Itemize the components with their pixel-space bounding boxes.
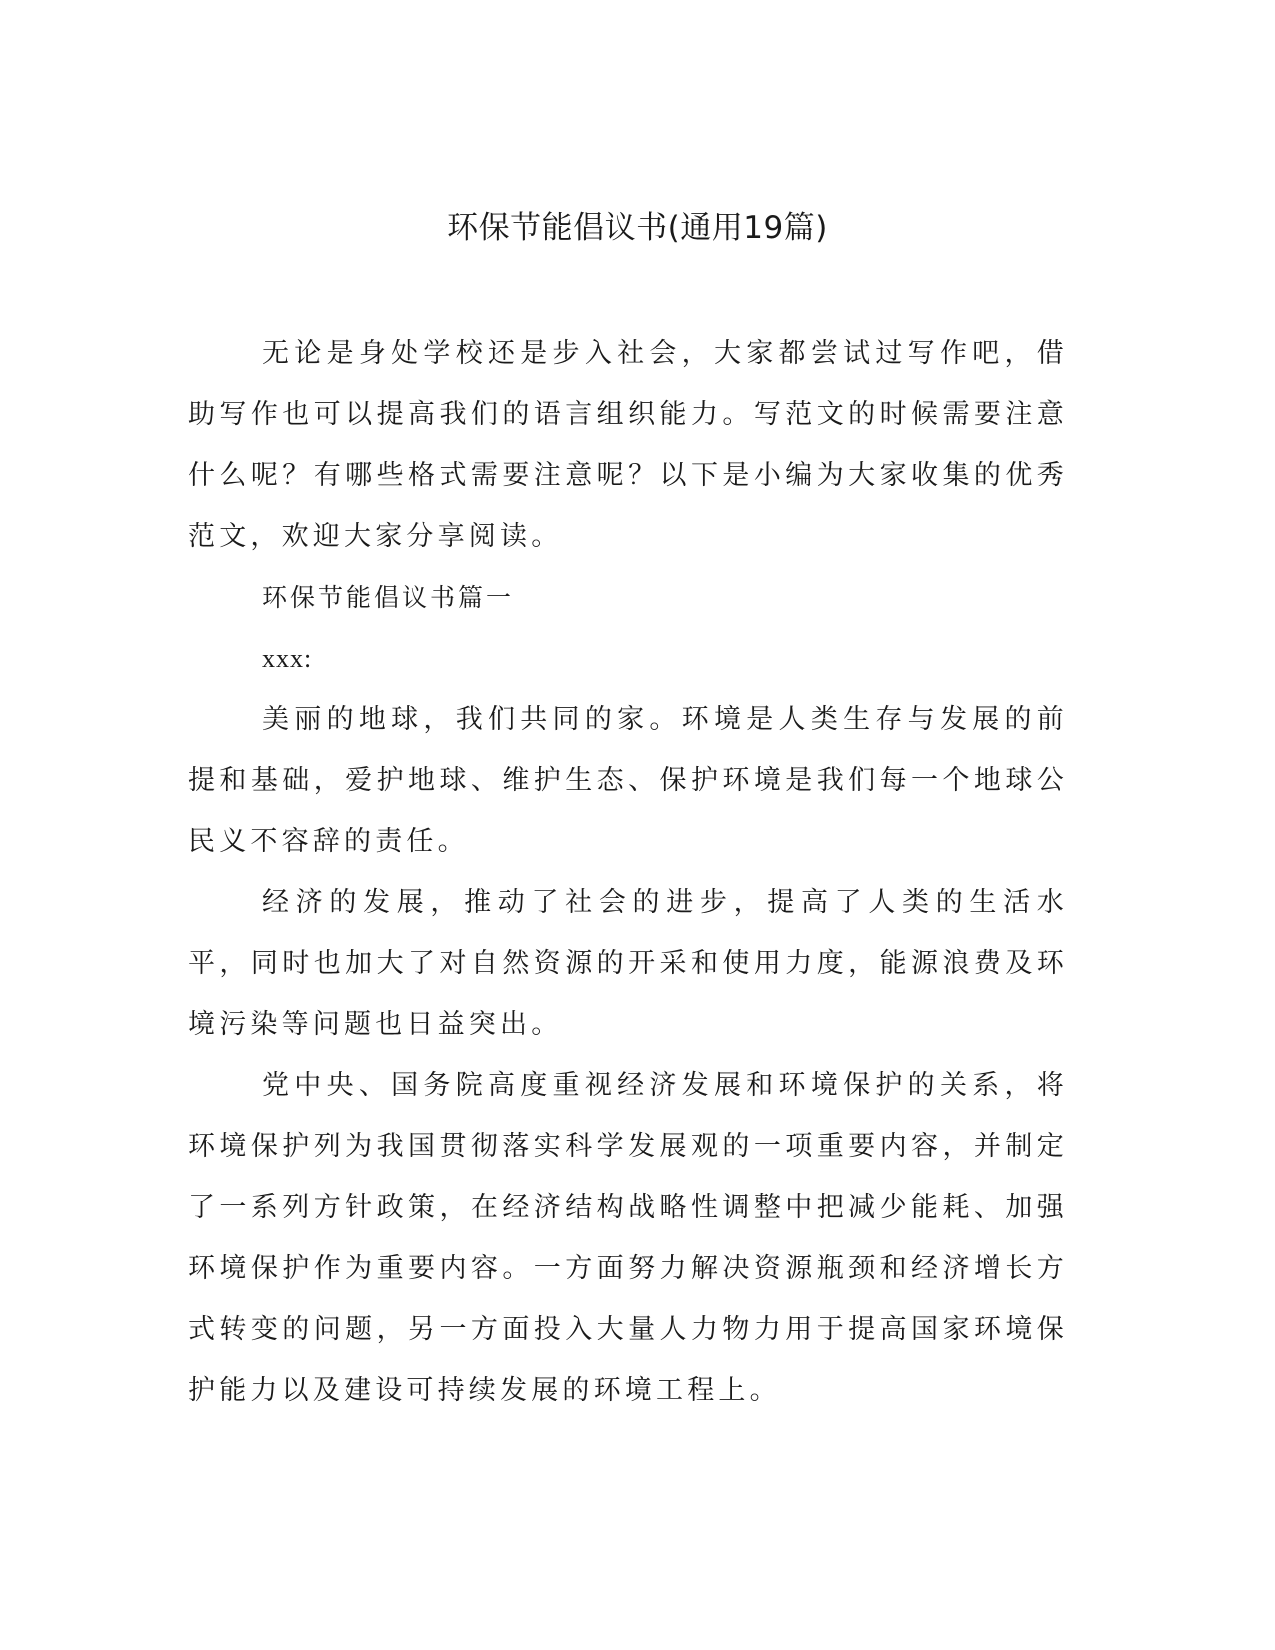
body-paragraph-3: 党中央、国务院高度重视经济发展和环境保护的关系，将环境保护列为我国贯彻落实科学发展观的一项重要内容，并制定了一系列方针政策，在经济结构战略性调整中把减少能耗、加强环境保护作为重要内容。一方面努力解决资源瓶颈和经济增长方式转变的问题，另一方面投入大量人力物力用于提高国家环境保护能力以及建设可持续发展的环境工程上。 [188,1070,1068,1406]
document-title: 环保节能倡议书(通用19篇) [447,210,828,246]
body-paragraph-1: 美丽的地球，我们共同的家。环境是人类生存与发展的前提和基础，爱护地球、维护生态、保护环境是我们每一个地球公民义不容辞的责任。 [188,704,1068,857]
intro-paragraph: 无论是身处学校还是步入社会，大家都尝试过写作吧，借助写作也可以提高我们的语言组织能力。写范文的时候需要注意什么呢？有哪些格式需要注意呢？以下是小编为大家收集的优秀范文，欢迎大家分享阅读。 [188,338,1068,552]
body-paragraph-2: 经济的发展，推动了社会的进步，提高了人类的生活水平，同时也加大了对自然资源的开采和使用力度，能源浪费及环境污染等问题也日益突出。 [188,887,1068,1040]
document-body [188,323,1068,1421]
section-heading: 环保节能倡议书篇一 [262,583,515,612]
salutation: xxx: [262,644,313,673]
